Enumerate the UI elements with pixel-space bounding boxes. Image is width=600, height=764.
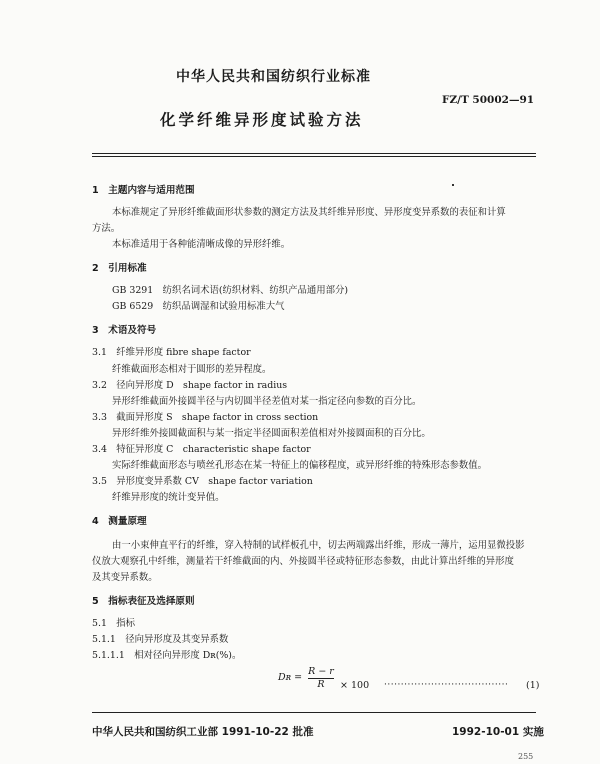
standard-code: FZ/T 50002—91 [442, 94, 535, 106]
footer-rule [92, 712, 536, 713]
document-title: 化学纤维异形度试验方法 [160, 111, 364, 129]
term-3-4-def: 实际纤维截面形态与喷丝孔形态在某一特征上的偏移程度，或异形纤维的特殊形态参数值。 [112, 460, 488, 471]
term-3-5: 3.5 异形度变异系数 CV shape factor variation [92, 476, 313, 487]
term-3-4: 3.4 特征异形度 C characteristic shape factor [92, 444, 311, 455]
term-3-1-def: 纤维截面形态相对于圆形的差异程度。 [112, 364, 272, 375]
section-1-para-2: 本标准适用于各种能清晰成像的异形纤维。 [112, 239, 291, 250]
section-1-para-1-cont: 方法。 [92, 223, 121, 234]
formula-denominator: R [317, 679, 325, 690]
term-3-3: 3.3 截面异形度 S shape factor in cross section [92, 412, 319, 423]
section-4-heading: 4 测量原理 [92, 516, 147, 527]
formula-leader-dots: ····································· [384, 680, 509, 690]
section-4-line-1: 由一小束伸直平行的纤维，穿入特制的试样板孔中，切去两端露出纤维，形成一薄片，运用显微投影 [112, 540, 525, 551]
section-4-line-2: 仪放大观察孔中纤维，测量若干纤维截面的内、外接圆半径或特征形态参数，由此计算出纤维的异形度 [92, 556, 514, 567]
term-3-3-def: 异形纤维外接圆截面积与某一指定半径圆面积差值相对外接圆面积的百分比。 [112, 428, 431, 439]
term-3-1: 3.1 纤维异形度 fibre shape factor [92, 347, 251, 358]
clause-5-1-1-1: 5.1.1.1 相对径向异形度 Dʀ(%)。 [92, 650, 242, 661]
section-3-heading: 3 术语及符号 [92, 325, 157, 336]
formula-tail: × 100 [340, 680, 370, 691]
header-rule-top [92, 153, 536, 154]
term-3-2-def: 异形纤维截面外接圆半径与内切圆半径差值对某一指定径向参数的百分比。 [112, 396, 422, 407]
section-5-heading: 5 指标表征及选择原则 [92, 596, 195, 607]
speck-mark [452, 184, 454, 186]
section-1-heading: 1 主题内容与适用范围 [92, 185, 195, 196]
reference-gb3291: GB 3291 纺织名词术语(纺织材料、纺织产品通用部分) [112, 285, 349, 296]
formula-fraction [308, 666, 334, 691]
page-number: 255 [518, 752, 534, 761]
reference-gb6529: GB 6529 纺织品调湿和试验用标准大气 [112, 301, 285, 312]
clause-5-1: 5.1 指标 [92, 618, 136, 629]
formula-lhs: Dʀ = [278, 672, 303, 683]
effective-date: 1992-10-01 实施 [452, 726, 544, 738]
standard-title: 中华人民共和国纺织行业标准 [176, 69, 371, 85]
section-4-line-3: 及其变异系数。 [92, 572, 158, 583]
header-rule-bottom [92, 156, 536, 157]
section-2-heading: 2 引用标准 [92, 263, 147, 274]
issued-by: 中华人民共和国纺织工业部 1991-10-22 批准 [92, 726, 314, 738]
equation-number: (1) [526, 680, 540, 691]
clause-5-1-1: 5.1.1 径向异形度及其变异系数 [92, 634, 229, 645]
term-3-5-def: 纤维异形度的统计变异值。 [112, 492, 225, 503]
formula-numerator: R − r [308, 666, 334, 677]
term-3-2: 3.2 径向异形度 D shape factor in radius [92, 380, 288, 391]
section-1-para-1: 本标准规定了异形纤维截面形状参数的测定方法及其纤维异形度、异形度变异系数的表征和计算 [112, 207, 506, 218]
